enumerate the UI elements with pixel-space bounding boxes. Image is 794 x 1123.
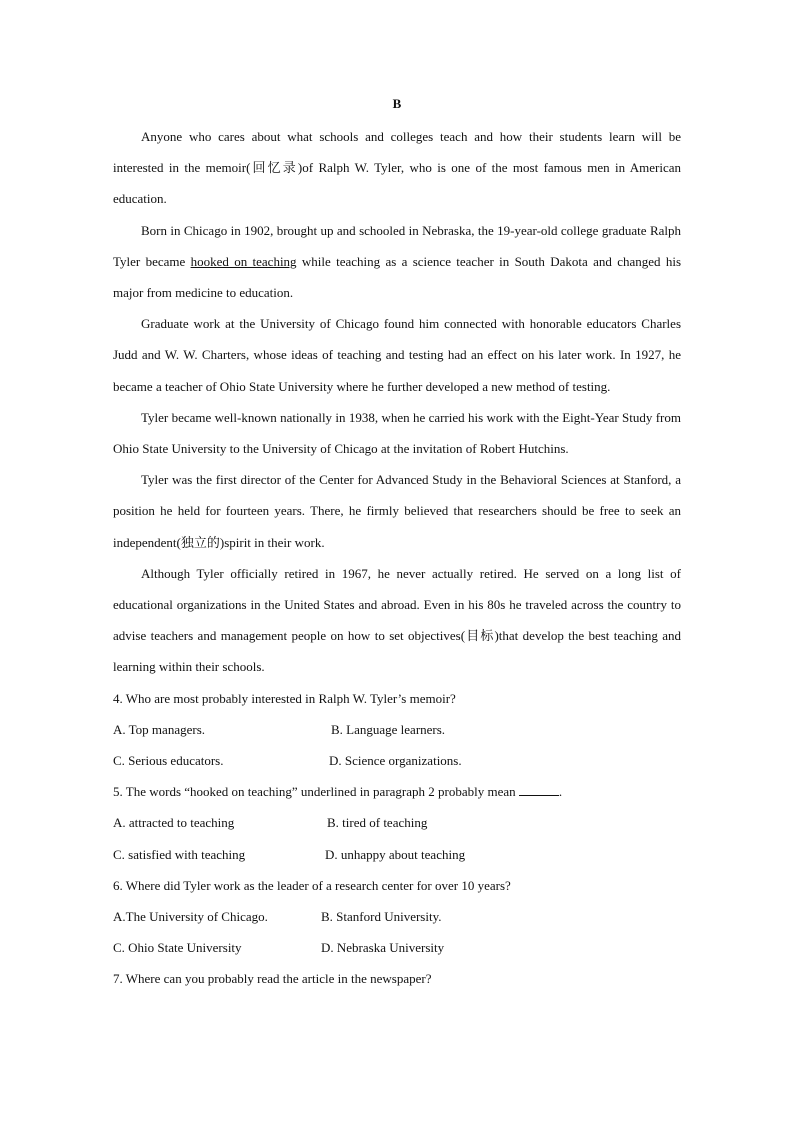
question-text	[113, 776, 681, 807]
underlined-phrase: hooked on teaching	[190, 253, 297, 269]
options-row	[113, 901, 681, 932]
question-text: 6. Where did Tyler work as the leader of a research center for over 10 years?	[113, 877, 511, 893]
paragraph-5: Tyler was the first director of the Center for Advanced Study in the Behavioral Sciences at Stanford, a position he held for fourteen years. There, he firmly believed that researchers should be free to seek an independent(独立的)spirit in their work.	[113, 472, 681, 550]
paragraph-2-end: while teaching as a science teacher in South Dakota and changed his major from medicine to education.	[113, 253, 682, 301]
paragraph-3: Graduate work at the University of Chicago found him connected with honorable educators Charles Judd and W. W. Charters, whose ideas of teaching and testing had an effect on his later work. In 1927, he became a teacher of Ohio State University where he further developed a new method of testing.	[113, 316, 681, 394]
option-a: A.The University of Chicago.	[113, 908, 268, 924]
section-heading: B	[392, 96, 402, 111]
options-row	[113, 839, 681, 870]
question-text-end: .	[558, 784, 563, 800]
question-7	[113, 963, 681, 994]
options-row	[113, 932, 681, 963]
question-text: 7. Where can you probably read the article in the newspaper?	[113, 971, 432, 987]
option-d: D. Nebraska University	[321, 940, 445, 956]
options-row	[113, 807, 681, 838]
paragraph-1: Anyone who cares about what schools and colleges teach and how their students learn will be interested in the memoir(回忆录)of Ralph W. Tyler, who is one of the most famous men in American education.	[113, 129, 681, 207]
passage	[113, 121, 681, 683]
option-c: C. Ohio State University	[113, 940, 242, 956]
option-a: A. Top managers.	[113, 721, 205, 737]
option-b: B. Language learners.	[331, 721, 446, 737]
question-text-start: 5. The words “hooked on teaching” underlined in paragraph 2 probably mean	[113, 784, 519, 800]
option-d: D. unhappy about teaching	[325, 846, 466, 862]
question-5	[113, 776, 681, 870]
paragraph-2-start: Born in Chicago in 1902, brought up and schooled in Nebraska, the 19-year-old college graduate Ralph Tyler became	[113, 222, 681, 269]
reading-content	[113, 121, 681, 995]
option-b: B. Stanford University.	[321, 908, 442, 924]
options-row	[113, 714, 681, 745]
option-a: A. attracted to teaching	[113, 815, 235, 831]
option-b: B. tired of teaching	[327, 815, 428, 831]
options-row	[113, 745, 681, 776]
option-c: C. satisfied with teaching	[113, 846, 246, 862]
question-6	[113, 870, 681, 964]
option-c: C. Serious educators.	[113, 753, 224, 769]
paragraph-2	[113, 215, 681, 309]
question-text: 4. Who are most probably interested in Ralph W. Tyler’s memoir?	[113, 690, 456, 706]
question-4	[113, 683, 681, 777]
answer-blank	[519, 784, 559, 796]
paragraph-6: Although Tyler officially retired in 1967, he never actually retired. He served on a long list of educational organizations in the United States and abroad. Even in his 80s he traveled across the country to advise teachers and management people on how to set objectives(目标)that develop the best teaching and learning within their schools.	[113, 565, 681, 675]
paragraph-4: Tyler became well-known nationally in 1938, when he carried his work with the Eight-Year Study from Ohio State University to the University of Chicago at the invitation of Robert Hutchins.	[113, 409, 681, 457]
option-d: D. Science organizations.	[329, 753, 462, 769]
